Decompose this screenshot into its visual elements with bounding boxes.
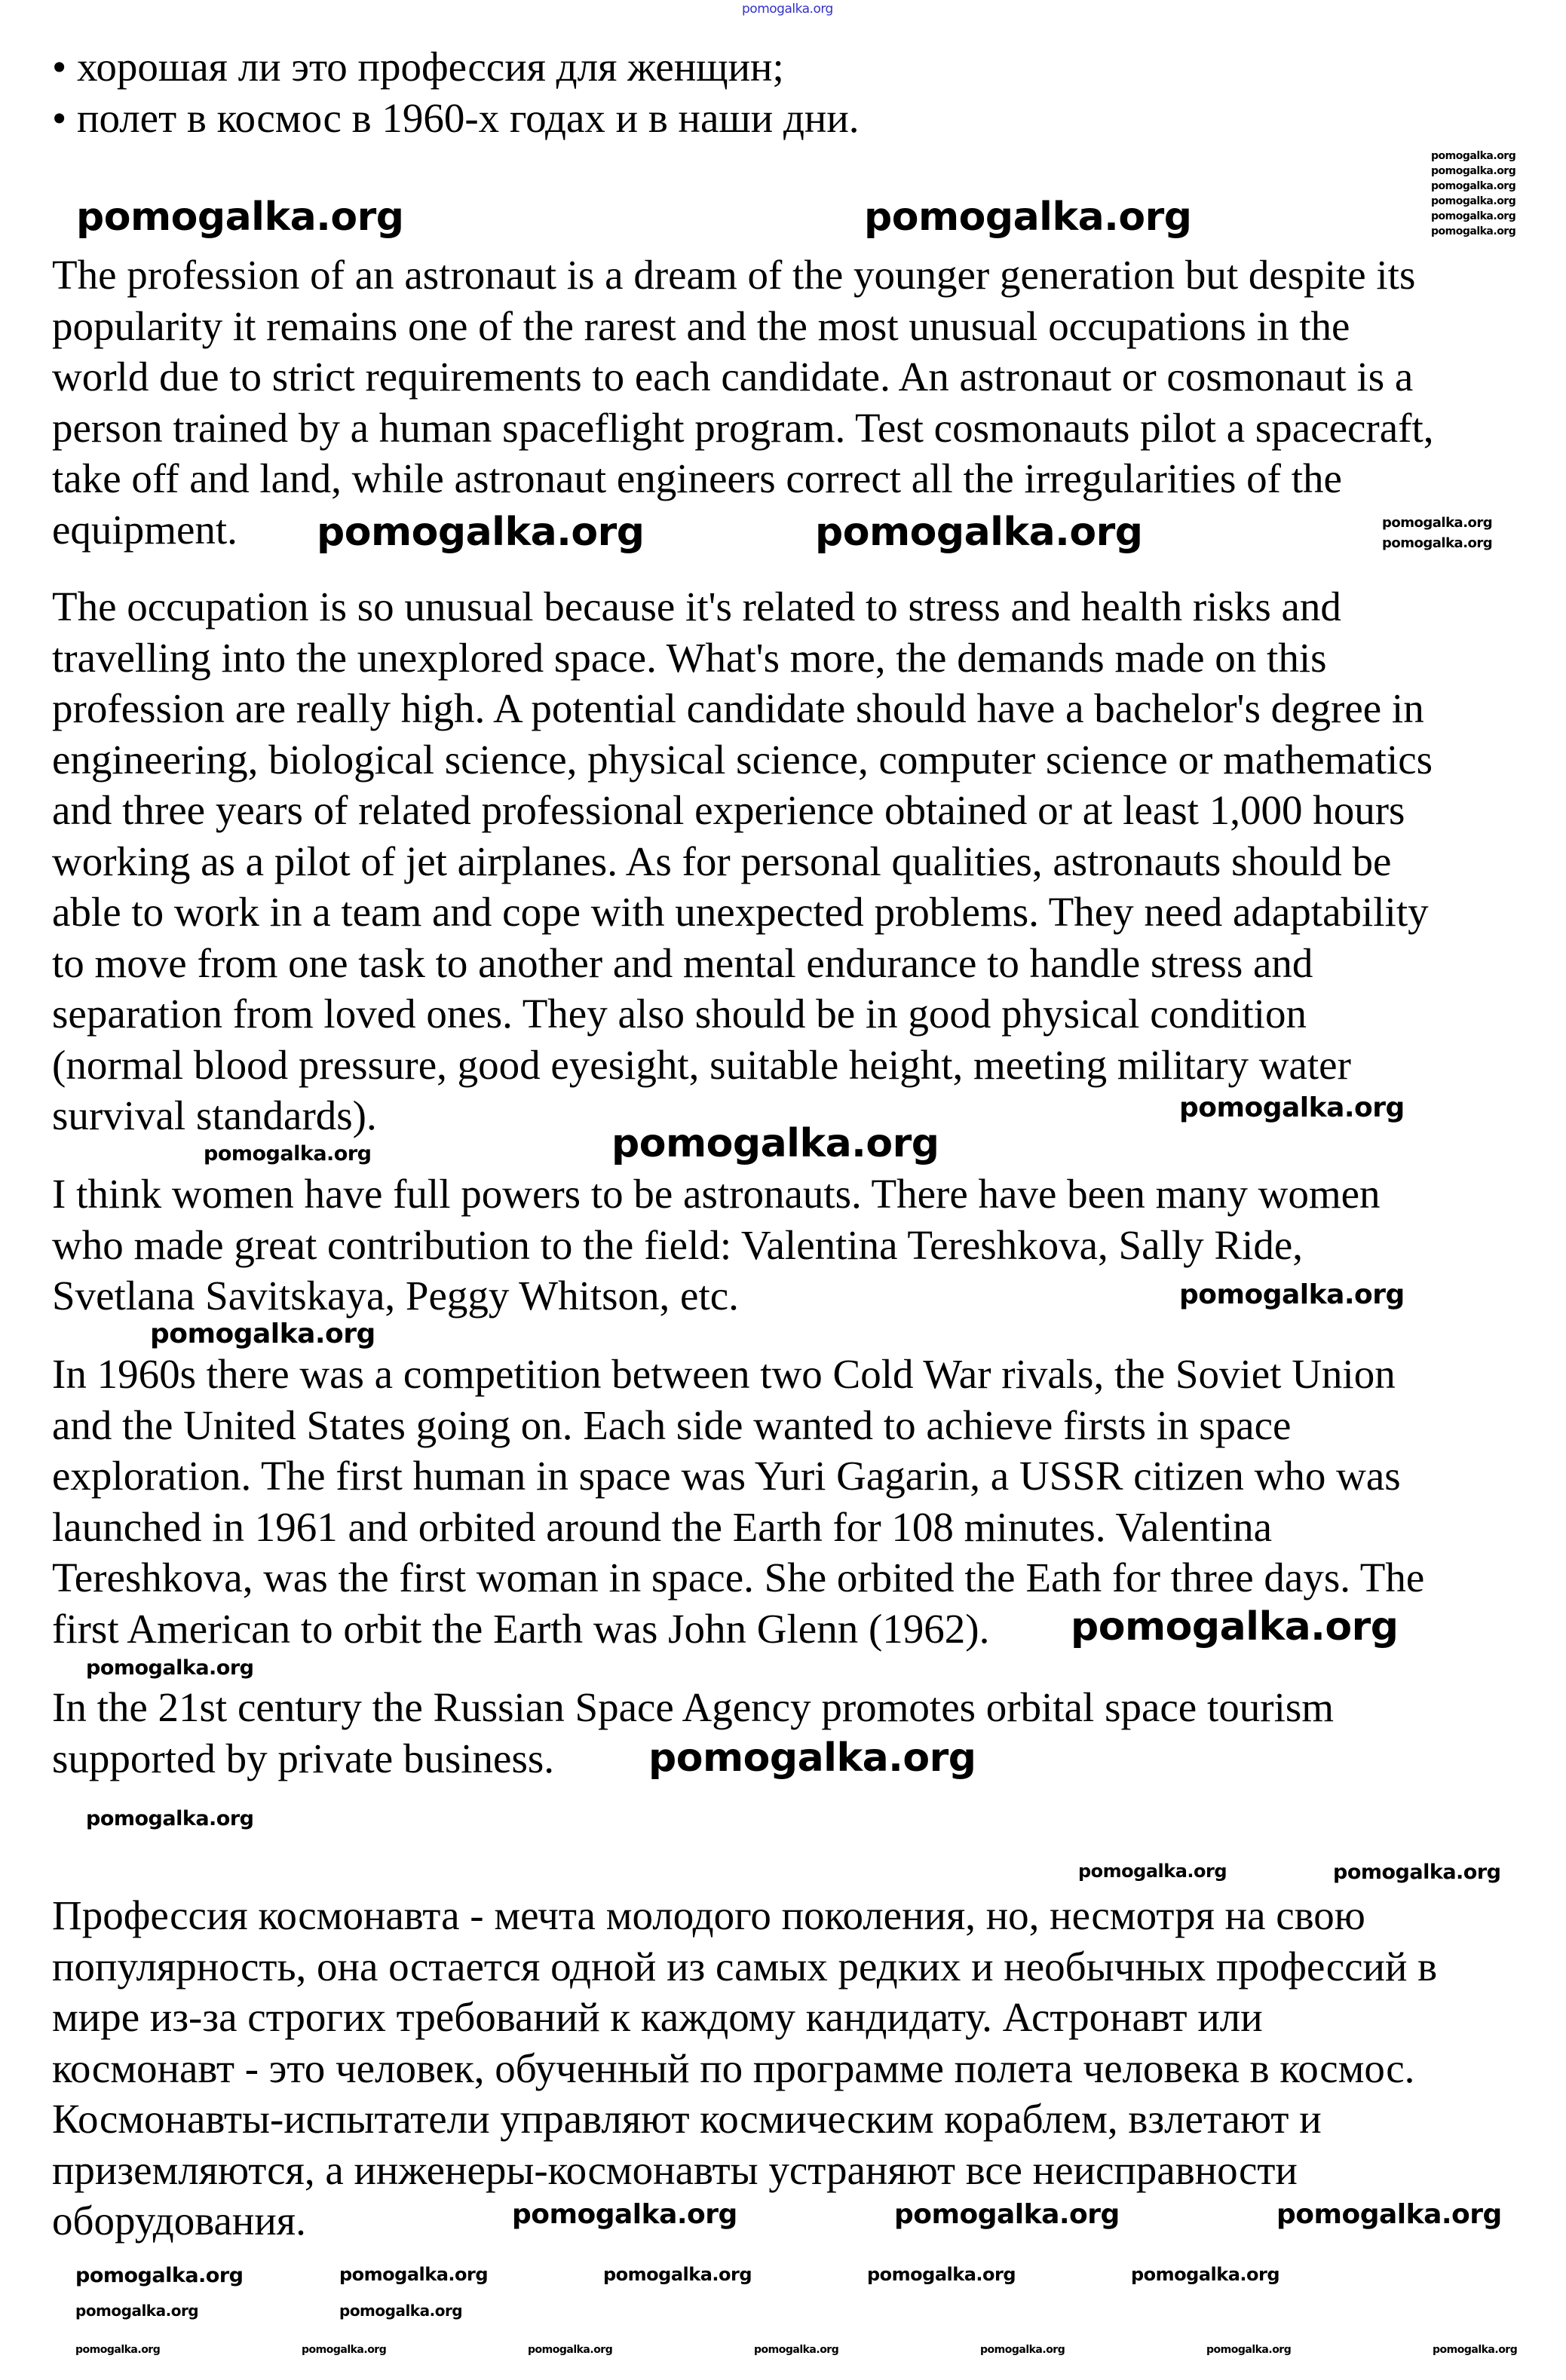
watermark: pomogalka.org — [864, 195, 1192, 240]
watermark: pomogalka.org — [75, 2264, 244, 2287]
paragraph-russian — [52, 1890, 1437, 2247]
watermark: pomogalka.org — [1382, 515, 1493, 531]
watermark: pomogalka.org — [302, 2344, 387, 2356]
text-line: travelling into the unexplored space. What's more, the demands made on this — [52, 634, 1327, 681]
watermark: pomogalka.org — [339, 2264, 489, 2285]
watermark: pomogalka.org — [1431, 225, 1516, 237]
text-line: Профессия космонавта - мечта молодого поколения, но, несмотря на свою — [52, 1892, 1365, 1938]
text-line: The occupation is so unusual because it's related to stress and health risks and — [52, 584, 1341, 629]
watermark: pomogalka.org — [648, 1735, 976, 1781]
watermark: pomogalka.org — [1433, 2344, 1518, 2356]
text-line: оборудования. — [52, 2198, 306, 2244]
text-line: to move from one task to another and mental endurance to handle stress and — [52, 939, 1313, 986]
text-line: engineering, biological science, physical science, computer science or mathematics — [52, 736, 1433, 783]
text-line: working as a pilot of jet airplanes. As for personal qualities, astronauts should be — [52, 838, 1392, 884]
watermark: pomogalka.org — [867, 2264, 1016, 2285]
text-line: космонавт - это человек, обученный по программе полета человека в космос. — [52, 2045, 1415, 2091]
watermark: pomogalka.org — [76, 195, 404, 240]
watermark: pomogalka.org — [1078, 1861, 1227, 1882]
watermark: pomogalka.org — [1431, 150, 1516, 162]
text-line: launched in 1961 and orbited around the Earth for 108 minutes. Valentina — [52, 1503, 1273, 1550]
text-line: take off and land, while astronaut engineers correct all the irregularities of the — [52, 455, 1342, 501]
watermark: pomogalka.org — [86, 1807, 254, 1830]
watermark: pomogalka.org — [528, 2344, 613, 2356]
text-line: world due to strict requirements to each candidate. An astronaut or cosmonaut is a — [52, 354, 1414, 400]
text-line: приземляются, а инженеры-космонавты устраняют все неисправности — [52, 2146, 1298, 2193]
text-line: and three years of related professional experience obtained or at least 1,000 hours — [52, 787, 1405, 833]
watermark: pomogalka.org — [1382, 535, 1493, 551]
text-line: exploration. The first human in space was Yuri Gagarin, a USSR citizen who was — [52, 1453, 1401, 1499]
text-line: separation from loved ones. They also should be in good physical condition — [52, 991, 1307, 1037]
text-line: Svetlana Savitskaya, Peggy Whitson, etc. — [52, 1273, 739, 1319]
text-line: In the 21st century the Russian Space Agency promotes orbital space tourism — [52, 1684, 1335, 1730]
paragraph-1 — [52, 250, 1433, 555]
text-line: person trained by a human spaceflight program. Test cosmonauts pilot a spacecraft, — [52, 404, 1434, 451]
text-line: The profession of an astronaut is a dream of the younger generation but despite its — [52, 252, 1416, 298]
watermark: pomogalka.org — [1431, 195, 1516, 207]
watermark: pomogalka.org — [75, 2302, 199, 2320]
watermark: pomogalka.org — [754, 2344, 839, 2356]
text-line: and the United States going on. Each side wanted to achieve firsts in space — [52, 1401, 1292, 1448]
watermark: pomogalka.org — [815, 510, 1143, 555]
text-line: мире из-за строгих требований к каждому кандидату. Астронавт или — [52, 1994, 1263, 2040]
text-line: (normal blood pressure, good eyesight, suitable height, meeting military water — [52, 1041, 1351, 1088]
text-line: survival standards). — [52, 1092, 377, 1138]
watermark: pomogalka.org — [1206, 2344, 1292, 2356]
text-line: able to work in a team and cope with unexpected problems. They need adaptability — [52, 889, 1429, 935]
watermark: pomogalka.org — [75, 2344, 161, 2356]
text-line: I think women have full powers to be astronauts. There have been many women — [52, 1171, 1381, 1217]
watermark: pomogalka.org — [86, 1656, 254, 1680]
text-line: equipment. — [52, 506, 238, 553]
watermark: pomogalka.org — [1179, 1092, 1405, 1123]
text-line: Tereshkova, was the first woman in space. She orbited the Eath for three days. The — [52, 1555, 1425, 1600]
text-line: first American to orbit the Earth was John Glenn (1962). — [52, 1605, 990, 1652]
watermark: pomogalka.org — [1431, 210, 1516, 222]
watermark: pomogalka.org — [894, 2199, 1120, 2230]
watermark: pomogalka.org — [1179, 1279, 1405, 1310]
watermark: pomogalka.org — [1333, 1861, 1501, 1884]
watermark: pomogalka.org — [150, 1319, 375, 1349]
text-line: who made great contribution to the field: Valentina Tereshkova, Sally Ride, — [52, 1221, 1303, 1268]
watermark: pomogalka.org — [1276, 2199, 1502, 2230]
watermark: pomogalka.org — [1131, 2264, 1280, 2285]
text-line: supported by private business. — [52, 1735, 555, 1781]
bullet-list — [52, 41, 860, 143]
watermark: pomogalka.org — [980, 2344, 1065, 2356]
watermark: pomogalka.org — [204, 1142, 372, 1165]
bullet-item: • полет в космос в 1960-х годах и в наши дни. — [52, 94, 860, 141]
watermark: pomogalka.org — [1431, 180, 1516, 192]
text-line: profession are really high. A potential candidate should have a bachelor's degree in — [52, 685, 1424, 731]
watermark: pomogalka.org — [512, 2199, 737, 2230]
text-line: Космонавты-испытатели управляют космическим кораблем, взлетают и — [52, 2096, 1322, 2142]
text-line: In 1960s there was a competition between two Cold War rivals, the Soviet Union — [52, 1351, 1396, 1397]
watermark: pomogalka.org — [1431, 165, 1516, 177]
text-line: популярность, она остается одной из самых редких и необычных профессий в — [52, 1943, 1438, 1989]
watermark: pomogalka.org — [603, 2264, 752, 2285]
watermark-top: pomogalka.org — [742, 2, 833, 17]
watermark: pomogalka.org — [1071, 1604, 1399, 1649]
watermark: pomogalka.org — [317, 510, 645, 555]
paragraph-2 — [52, 581, 1433, 1141]
bullet-item: • хорошая ли это профессия для женщин; — [52, 44, 784, 90]
watermark: pomogalka.org — [611, 1121, 939, 1166]
text-line: popularity it remains one of the rarest and the most unusual occupations in the — [52, 302, 1350, 349]
watermark: pomogalka.org — [339, 2302, 463, 2320]
